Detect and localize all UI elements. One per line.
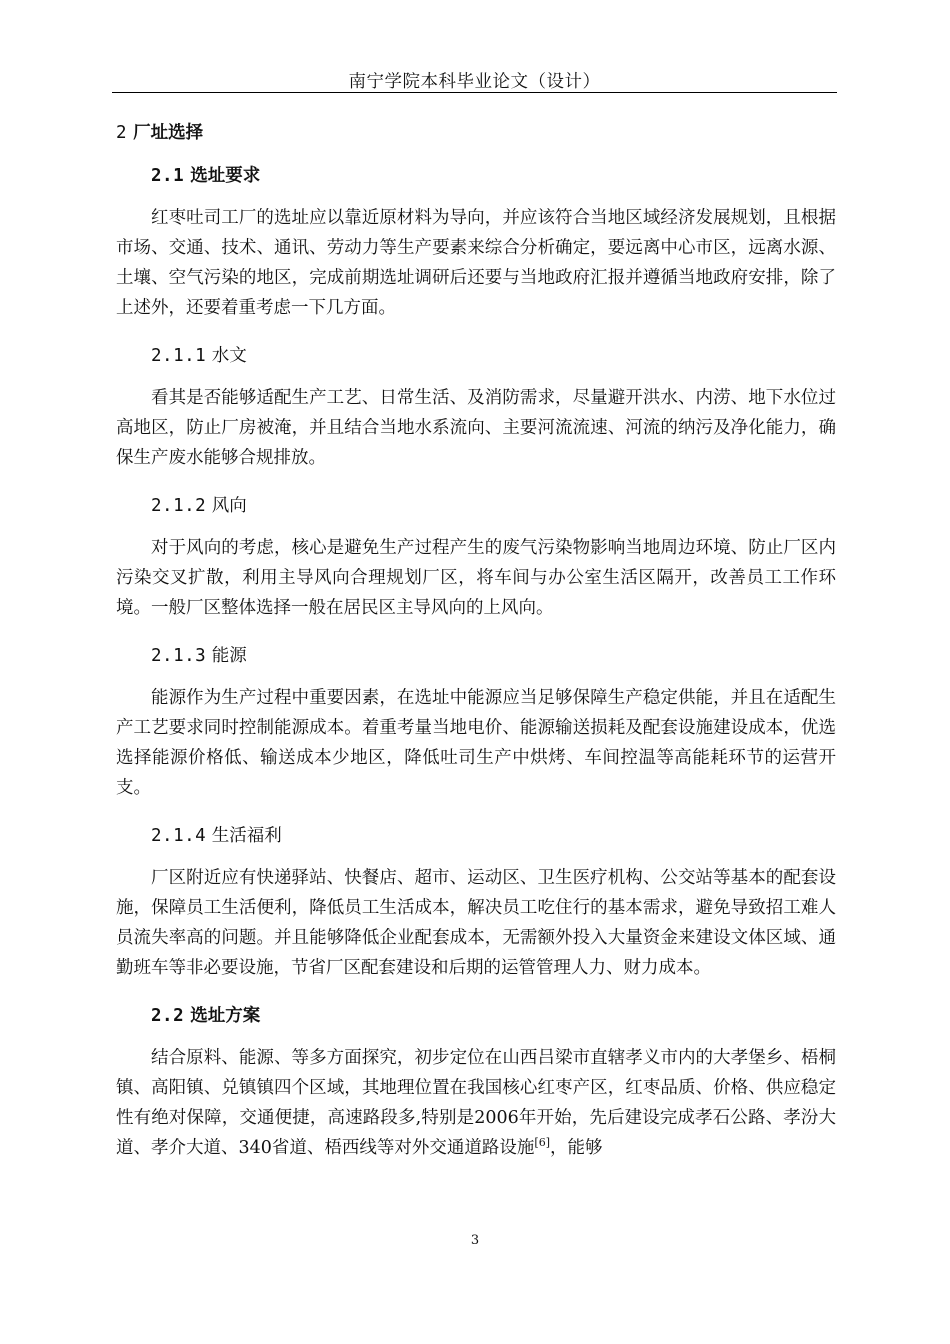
subsubsection-title: 风向 bbox=[211, 496, 247, 516]
section-number: 2 bbox=[116, 123, 128, 143]
section-title: 厂址选择 bbox=[133, 123, 204, 143]
subsubsection-number: 2.1.3 bbox=[151, 646, 207, 666]
subsection-title: 选址方案 bbox=[190, 1006, 261, 1026]
site-plan-text: 结合原料、能源、等多方面探究，初步定位在山西吕梁市直辖孝义市内的大孝堡乡、梧桐镇、高阳镇、兑镇镇四个区域，其地理位置在我国核心红枣产区，红枣品质、价格、供应稳定性有绝对保障，交通便捷，高速路段多,特别是2006年开始，先后建设完成孝石公路、孝汾大道、孝介大道、340省道、梧西线等对外交通道路设施 bbox=[116, 1048, 836, 1158]
page-body bbox=[116, 112, 836, 1181]
paragraph-hydrology: 看其是否能够适配生产工艺、日常生活、及消防需求，尽量避开洪水、内涝、地下水位过高地区，防止厂房被淹，并且结合当地水系流向、主要河流流速、河流的纳污及净化能力，确保生产废水能够合规排放。 bbox=[116, 388, 836, 468]
paragraph-site-requirements: 红枣吐司工厂的选址应以靠近原材料为导向，并应该符合当地区域经济发展规划，且根据市场、交通、技术、通讯、劳动力等生产要素来综合分析确定，要远离中心市区，远离水源、土壤、空气污染的地区，完成前期选址调研后还要与当地政府汇报并遵循当地政府安排，除了上述外，还要着重考虑一下几方面。 bbox=[116, 208, 836, 318]
paragraph-energy: 能源作为生产过程中重要因素，在选址中能源应当足够保障生产稳定供能，并且在适配生产工艺要求同时控制能源成本。着重考量当地电价、能源输送损耗及配套设施建设成本，优选选择能源价格低、输送成本少地区，降低吐司生产中烘烤、车间控温等高能耗环节的运营开支。 bbox=[116, 688, 836, 798]
subsection-number: 2.1 bbox=[151, 166, 185, 186]
header-rule bbox=[112, 92, 837, 93]
paragraph-site-plan bbox=[116, 1043, 836, 1163]
site-plan-text-continued: ，能够 bbox=[550, 1138, 603, 1158]
subsubsection-title: 生活福利 bbox=[211, 826, 282, 846]
subsubsection-heading-2-1-2 bbox=[151, 491, 836, 521]
subsection-heading-2-2 bbox=[151, 1001, 836, 1031]
subsubsection-number: 2.1.2 bbox=[151, 496, 207, 516]
subsection-heading-2-1 bbox=[151, 161, 836, 191]
running-header: 南宁学院本科毕业论文（设计） bbox=[348, 72, 601, 92]
citation-ref: [6] bbox=[534, 1136, 550, 1150]
subsubsection-heading-2-1-3 bbox=[151, 641, 836, 671]
subsubsection-heading-2-1-1 bbox=[151, 341, 836, 371]
subsubsection-title: 水文 bbox=[211, 346, 247, 366]
subsubsection-number: 2.1.1 bbox=[151, 346, 207, 366]
subsubsection-title: 能源 bbox=[211, 646, 247, 666]
subsubsection-heading-2-1-4 bbox=[151, 821, 836, 851]
paragraph-wind-direction: 对于风向的考虑，核心是避免生产过程产生的废气污染物影响当地周边环境、防止厂区内污染交叉扩散，利用主导风向合理规划厂区，将车间与办公室生活区隔开，改善员工工作环境。一般厂区整体选择一般在居民区主导风向的上风向。 bbox=[116, 538, 836, 618]
subsubsection-number: 2.1.4 bbox=[151, 826, 207, 846]
paragraph-living-welfare: 厂区附近应有快递驿站、快餐店、超市、运动区、卫生医疗机构、公交站等基本的配套设施，保障员工生活便利，降低员工生活成本，解决员工吃住行的基本需求，避免导致招工难人员流失率高的问题。并且能够降低企业配套成本，无需额外投入大量资金来建设文体区域、通勤班车等非必要设施，节省厂区配套建设和后期的运管管理人力、财力成本。 bbox=[116, 868, 836, 978]
section-heading bbox=[116, 118, 836, 148]
subsection-title: 选址要求 bbox=[190, 166, 261, 186]
page-number: 3 bbox=[470, 1233, 480, 1248]
subsection-number: 2.2 bbox=[151, 1006, 185, 1026]
